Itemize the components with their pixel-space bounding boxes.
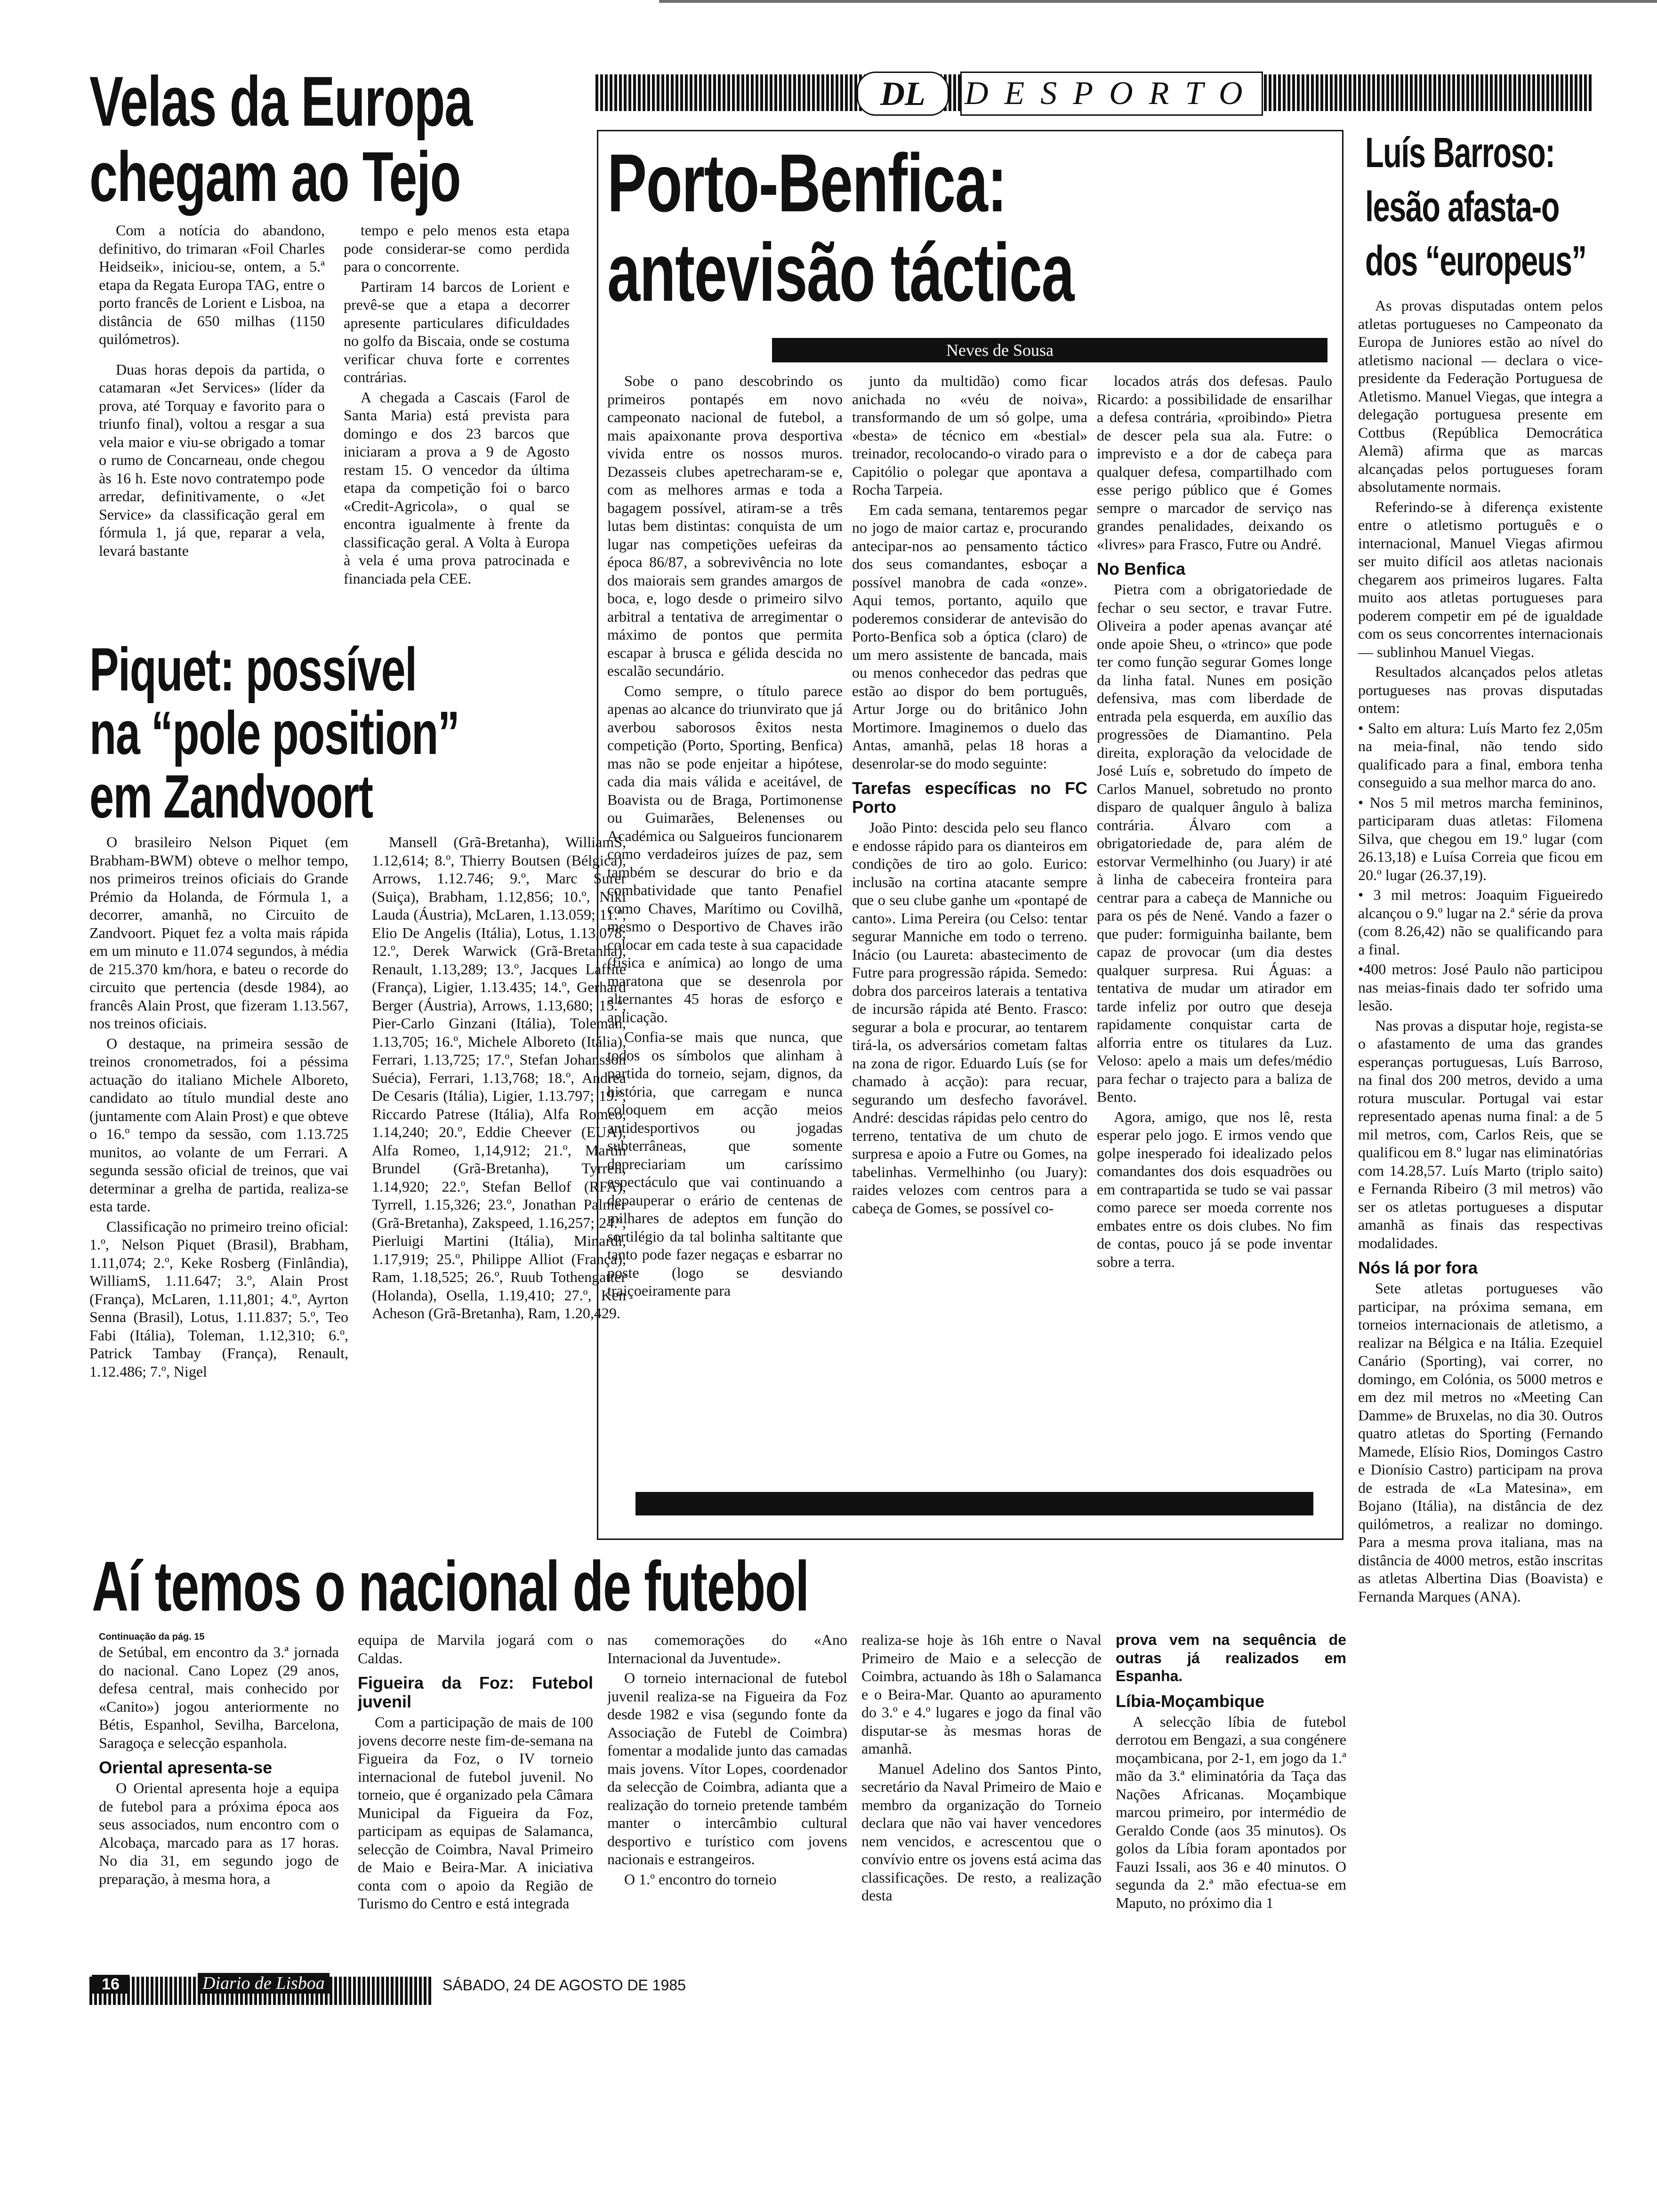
piquet-column-2: Mansell (Grã-Bretanha), WilliamS, 1.12,614; 8.º, Thierry Boutsen (Bélgica), Arrows, 1.12.746; 9.º, Marc Surer (Suiça), Brabham, 1.12,856; 10.º, Niki Lauda (Áustria), McLaren, 1.13.059; 11.º, Elio De Angelis (Itália), Lotus, 1.13,078; 12.º, Derek Warwick (Grã-Bretanha), Renault, 1.13,289; 13.º, Jacques Laffite (França), Ligier, 1.13.435; 14.º, Gerhard Berger (Áustria), Arrows, 1.13,680; 15.º, Pier-Carlo Ginzani (Itália), Toleman, 1.13,705; 16.º, Michele Alboreto (Itália), Ferrari, 1.13,725; 17.º, Stefan Johansson Suécia), Ferrari, 1.13,768; 18.º, Andrea De Cesaris (Itália), Ligier, 1.13.797; 19.º, Riccardo Patrese (Itália), Alfa Romeo, 1.14,240; 20.º, Eddie Cheever (EUA), Alfa Romeo, 1,14,912; 21.º, Martin Brundel (Grã-Bretanha), Tyrrell, 1.14,920; 22.º, Stefan Bellof (RFA), Tyrrell, 1.15,326; 23.º, Jonathan Palmer (Grã-Bretanha), Zakspeed, 1.16,257; 24.º, Pierluigi Martini (Itália), Minardi, 1.17,919; 25.º, Philippe Alliot (França), Ram, 1.18,525; 26.º, Ruub Tothengatter (Holanda), Osella, 1.19,410; 27.º, Ken Acheson (Grã-Bretanha), Ram, 1.20,429. bbox=[372, 834, 626, 1322]
nacional-column-5: prova vem na sequência de outras já realizados em Espanha. Líbia-Moçambique A selecção líbia de futebol derrotou em Bengazi, a sua congénere moçambicana, por 2-1, em jogo da 1.ª mão da 3.ª eliminatória da Taça das Nações Africanas. Moçambique marcou primeiro, por intermédio de Geraldo Conde (aos 35 minutos). Os golos da Líbia foram apontados por Fauzi Issali, aos 36 e 40 minutos. O segunda da 2.ª mão efectua-se em Maputo, no próximo dia 1 bbox=[1116, 1631, 1346, 1911]
piquet-title-line1: Piquet: possível bbox=[89, 635, 417, 704]
piquet-column-1: O brasileiro Nelson Piquet (em Brabham-BWM) obteve o melhor tempo, nos primeiros treinos oficiais do Grande Prémio da Holanda, de Fórmula 1, a decorrer, amanhã, no Circuito de Zandvoort. Piquet fez a volta mais rápida em um minuto e 11.074 segundos, à média de 215.370 km/hora, e bateu o recorde do circuito que pertencia (desde 1984), ao francês Alain Prost, que fizeram 1.13.567, nos treinos oficiais. O destaque, na primeira sessão de treinos cronometrados, foi a péssima actuação do italiano Michele Alboreto, candidato ao título mundial deste ano (juntamente com Alain Prost) e que obteve o 16.º tempo da sessão, com 1.13.725 munitos, ao volante de um Ferrari. A segunda sessão oficial de treinos, que vai determinar a grelha de partida, realiza-se esta tarde. Classificação no primeiro treino oficial: 1.º, Nelson Piquet (Brasil), Brabham, 1.11,074; 2.º, Keke Rosberg (Finlândia), WilliamS, 1.11.647; 3.º, Alain Prost (França), McLaren, 1.11,801; 4.º, Ayrton Senna (Brasil), Lotus, 1.11.837; 5.º, Teo Fabi (Itália), Toleman, 1.12,310; 6.º, Patrick Tambay (França), Renault, 1.12.486; 7.º, Nigel bbox=[89, 834, 348, 1380]
nacional-subhead-oriental: Oriental apresenta-se bbox=[99, 1758, 273, 1777]
footer-paper-name: Diario de Lisboa bbox=[198, 1973, 330, 1994]
porto-column-3: locados atrás dos defesas. Paulo Ricardo: a possibilidade de ensarilhar a defesa contrária, «proibindo» Pietra de descer pela sua ala. Futre: o imprevisto e a dor de cabeça para qualquer defesa, compartilhado com esse perigo público que é Gomes sempre o marcador de serviço nas grandes penalidades, deixando os «livres» para Frasco, Futre ou André. No Benfica Pietra com a obrigatoriedade de fechar o seu sector, e travar Futre. Oliveira a poder apenas avançar até onde apoie Sheu, o «trinco» que pode ter como função segurar Gomes longe da linha fatal. Nunes em posição defensiva, mas com liberdade de entrada pela esquerda, em auxílio das progressões de Diamantino. Pela direita, exploração da velocidade de José Luís e, sobretudo do ímpeto de Carlos Manuel, sobretudo no pronto disparo de qualquer ângulo à baliza contrária. Álvaro com a obrigatoriedade de, para além de estorvar Vermelhinho (ou Juary) ir até à linha de cabeceira fronteira para centrar para a cabeça de Manniche ou para os pés de Nené. Vando a fazer o que puder: formiguinha bailante, bem capaz de provocar (um dia destes qualquer surpresa. Rui Águas: a tentativa de mudar um atirador em tarde infeliz por outro que deseja rapidamente conquistar carta de alforria entre os titulares da Luz. Veloso: apelo a mais um defes/médio para fechar o trajecto para a baliza de Bento. Agora, amigo, que nos lê, resta esperar pelo jogo. E irmos vendo que golpe inesperado foi idealizado pelos comandantes dos dois esquadrões ou em contrapartida se tudo se vai passar como parece ser moeda corrente nos embates entre os dois clubes. No fim de contas, pouco já se pode inventar sobre a terra. bbox=[1097, 372, 1332, 1270]
barroso-column: As provas disputadas ontem pelos atletas portugueses no Campeonato da Europa de Juniores estão ao nível do atletismo nacional — declara o vice-presidente da Federação Portuguesa de Atletismo. Manuel Viegas, que integra a delegação portuguesa presente em Cottbus (República Democrática Alemã) afirma que as marcas alcançadas pelos portugueses foram absolutamente normais. Referindo-se à diferença existente entre o atletismo português e o internacional, Manuel Viegas afirmou ser muito difícil aos atletas nacionais chegarem aos primeiros lugares. Falta muito aos atletas portugueses para poderem competir em pé de igualdade com os seus concorrentes internacionais — sublinhou Manuel Viegas. Resultados alcançados pelos atletas portugueses nas provas disputadas ontem: • Salto em altura: Luís Marto fez 2,05m na meia-final, não tendo sido qualificado para a final, embora tenha conseguido a sua melhor marca do ano. • Nos 5 mil metros marcha femininos, participaram duas atletas: Filomena Silva, que chegou em 19.º lugar (com 26.13,18) e Luísa Correia que ficou em 20.º lugar (26.37,19). • 3 mil metros: Joaquim Figueiredo alcançou o 9.º lugar na 2.ª série da prova (com 8.26,42) não se qualificando para a final. •400 metros: José Paulo não participou nas meias-finais dado ter sofrido uma lesão. Nas provas a disputar hoje, regista-se o afastamento de uma das grandes esperanças portuguesas, Luís Barroso, na final dos 200 metros, devido a uma rotura muscular. Portugal vai estar representado apenas numa final: a de 5 mil metros, com, Carlos Reis, que se qualificou em 8.º lugar nas eliminatórias com 14.28,57. Luís Marto (triplo saito) e Fernanda Ribeiro (3 mil metros) vão ser os atletas portugueses a disputar amanhã as finais das respectivas modalidades. Nós lá por fora Sete atletas portugueses vão participar, na próxima semana, em torneios internacionais de atletismo, a realizar na Bélgica e na Itália. Ezequiel Canário (Sporting), vai correr, no domingo, em Colónia, os 5000 metros e em dez mil metros no «Meeting Can Damme» de Bruxelas, no dia 30. Outros quatro atletas do Sporting (Fernando Mamede, Elísio Rios, Domingos Castro e Dionísio Castro) participam na prova de estrada de «La Matesina», em Bojano (Itália), na distância de dez quilómetros, a realizar no domingo. Para a mesma prova italiana, mas na distância de 4000 metros, estão inscritas as atletas Albertina Dias (Boavista) e Fernanda Marques (ANA). bbox=[1358, 297, 1603, 1605]
nacional-title: Aí temos o nacional de futebol bbox=[92, 1547, 809, 1626]
section-logo: DL bbox=[857, 72, 949, 116]
porto-subhead-tarefas: Tarefas específicas no FC Porto bbox=[852, 778, 1087, 817]
barroso-title-line2: lesão afasta-o bbox=[1365, 184, 1560, 231]
top-rule bbox=[659, 0, 1657, 3]
nacional-subhead-libia: Líbia-Moçambique bbox=[1116, 1691, 1265, 1711]
porto-title-line1: Porto-Benfica: bbox=[607, 137, 1006, 229]
nacional-continuation: Continuação da pág. 15 bbox=[99, 1632, 205, 1642]
velas-column-2: tempo e pelo menos esta etapa pode considerar-se como perdida para o concorrente. Partiram 14 barcos de Lorient e prevê-se que a etapa a decorrer apresente particulares dificuldades no golfo da Biscaia, onde se costuma verificar chuva forte e correntes contrárias. A chegada a Cascais (Farol de Santa Maria) está prevista para domingo e dos 23 barcos que iniciaram a prova a 9 de Agosto restam 15. O vencedor da última etapa da competição foi o barco «Credit-Agricola», o qual se encontra igualmente à frente da classificação geral. A Volta à Europa à vela é uma prova patrocinada e financiada pela CEE. bbox=[344, 222, 570, 587]
velas-title-line1: Velas da Europa bbox=[89, 62, 472, 141]
section-title-desporto: DESPORTO bbox=[960, 72, 1263, 116]
porto-column-2: junto da multidão) como ficar anichada no «véu de noiva», transformando de um só golpe, uma «besta» de técnico em «bestial» treinador, recolocando-o virado para o Capitólio o polegar que apontava a Rocha Tarpeia. Em cada semana, tentaremos pegar no jogo de maior cartaz e, procurando antecipar-nos ao pensamento táctico dos seus comandantes, esboçar a possível manobra de cada «onze». Aqui temos, portanto, aquilo que poderemos considerar de antevisão do Porto-Benfica sob a óptica (claro) de um mero assistente de bancada, mais ou menos conhecedor das pedras que estão ao dispor do bem português, Artur Jorge ou do britânico John Mortimore. Imaginemos o duelo das Antas, amanhã, pelas 18 horas a desenrolar-se do modo seguinte: Tarefas específicas no FC Porto João Pinto: descida pelo seu flanco e endosse rápido para os dianteiros em condições de tiro ao golo. Eurico: inclusão na cortina atacante sempre que o seu clube ganhe um «pontapé de canto». Lima Pereira (ou Celso: tentar segurar Manniche em todo o terreno. Inácio (ou Laureta: abastecimento de Futre para progressão rápida. Semedo: dobra dos parceiros laterais a tentativa de incursão rápida até Bento. Frasco: segurar a bola e procurar, ao tentarem tirá-la, os adversários cometam faltas na zona de rigor. Eduardo Luís (se for chamado à acção): para recuar, segurando um desfecho favorável. André: descidas rápidas pelo centro do terreno, tentativa de um chuto de surpresa e apoio a Futre ou Gomes, na tabelinhas. Vermelhinho (ou Juary): raides velozes com centros para a cabeça de Gomes, se possível co- bbox=[852, 372, 1087, 1217]
piquet-title-line3: em Zandvoort bbox=[89, 762, 373, 831]
porto-title-line2: antevisão táctica bbox=[607, 227, 1074, 319]
porto-subhead-benfica: No Benfica bbox=[1097, 559, 1186, 578]
nacional-column-4: realiza-se hoje às 16h entre o Naval Primeiro de Maio e a selecção de Coimbra, actuando às 18h o Salamanca e o Beira-Mar. Quanto ao apuramento do 3.º e 4.º lugares e jogo da final vão disputar-se às mesmas horas de amanhã. Manuel Adelino dos Santos Pinto, secretário da Naval Primeiro de Maio e membro da organização do Torneio declara que não vai haver vencedores nem vencidos, e acrescentou que o convívio entre os jovens está acima das classificações. De resto, a realização desta bbox=[861, 1631, 1102, 1904]
nacional-subhead-figueira: Figueira da Foz: Futebol juvenil bbox=[358, 1673, 593, 1711]
piquet-title-line2: na “pole position” bbox=[89, 698, 459, 767]
barroso-subhead: Nós lá por fora bbox=[1358, 1258, 1478, 1277]
porto-column-1: Sobe o pano descobrindo os primeiros pontapés em novo campeonato nacional de futebol, a mais apaixonante prova desportiva vivida entre os nossos muros. Dezasseis clubes apetrecharam-se e, com as melhores armas e toda a bagagem possível, atiram-se a três lutas bem distintas: conquista de um lugar nas competições uefeiras da época 86/87, a sobrevivência no lote dos maiorais sem grandes amargos de boca, e, logo desde o primeiro silvo arbitral a tentativa de arregimentar o máximo de pontos que permita escapar à brusca e gélida descida no escalão secundário. Como sempre, o título parece apenas ao alcance do triunvirato que já averbou saborosos êxitos nesta competição (Porto, Sporting, Benfica) mas não se pode enjeitar a hipótese, cada dia mais válida e aceitável, de Boavista ou de Braga, Portimonense ou Guimarães, Belenenses ou Académica ou Salgueiros funcionarem como verdadeiros juízes de paz, sem também se descurar do brio e da combatividade que tanto Penafiel como Chaves, Marítimo ou Covilhã, mesmo o Desportivo de Chaves irão colocar em cada teste à sua capacidade (física e anímica) ao longo de uma maratona que se desenrola por alternantes 45 horas de esforço e aplicação. Confia-se mais que nunca, que todos os símbolos que alinham à partida do torneio, sejam, dignos, da história, que carregam e nunca coloquem em acção meios antidesportivos ou jogadas subterrâneas, que somente depreciariam um caríssimo espectáculo que vai continuando a depauperar o erário de centenas de milhares de adeptos em função do sortilégio da tal bolinha saltitante que tanto pode fazer negaças e esbarrar no poste (logo se desviando traiçoeiramente para bbox=[607, 372, 843, 1299]
nacional-column-3: nas comemorações do «Ano Internacional da Juventude». O torneio internacional de futebol juvenil realiza-se na Figueira da Foz desde 1982 e visa (segundo fonte da Associação de Futebl de Coimbra) fomentar a modalide junto das camadas mais jovens. Vítor Lopes, coordenador da selecção de Coimbra, adianta que a realização do torneio pretende também manter o intercâmbio cultural desportivo e turístico com jovens nacionais e estrangeiros. O 1.º encontro do torneio bbox=[607, 1631, 847, 1888]
barroso-title-line3: dos “europeus” bbox=[1365, 238, 1586, 285]
porto-byline-text: Neves de Sousa bbox=[946, 341, 1054, 360]
nacional-column-2: equipa de Marvila jogará com o Caldas. Figueira da Foz: Futebol juvenil Com a participação de mais de 100 jovens decorre neste fim-de-semana na Figueira da Foz, o IV torneio internacional de futebol juvenil. No torneio, que é organizado pela Câmara Municipal da Figueira da Foz, participam as equipas de Salamanca, selecção de Coimbra, Naval Primeiro de Maio e Beira-Mar. A iniciativa conta com o apoio da Região de Turismo do Centro e está integrada bbox=[358, 1631, 593, 1912]
velas-title-line2: chegam ao Tejo bbox=[89, 137, 461, 216]
barroso-title-line1: Luís Barroso: bbox=[1365, 129, 1555, 176]
nacional-column-1: Continuação da pág. 15 de Setúbal, em encontro da 3.ª jornada do nacional. Cano Lopez (29 anos, defesa central, mais conhecido por «Canito») jogou anteriormente no Bétis, Espanhol, Sevilha, Barcelona, Saragoça e selecção espanhola. Oriental apresenta-se O Oriental apresenta hoje a equipa de futebol para a próxima época aos seus associados, num encontro com o Alcobaça, marcado para as 17 horas. No dia 31, em segundo jogo de preparação, à mesma hora, a bbox=[99, 1632, 339, 1887]
porto-bottom-bar bbox=[635, 1492, 1313, 1515]
velas-column-1: Com a notícia do abandono, definitivo, do trimaran «Foil Charles Heidseik», iniciou-se, ontem, a 5.ª etapa da Regata Europa TAG, entre o porto francês de Lorient e Lisboa, na distância de 650 milhas (1150 quilómetros). Duas horas depois da partida, o catamaran «Jet Services» (líder da prova, até Torquay e favorito para o triunfo final), voltou a resgar a sua vela maior e viu-se obrigado a tomar o rumo de Concarneau, onde chegou às 16 h. Este novo contratempo pode arredar, definitivamente, o «Jet Service» da classificação geral em fórmula 1, já que, reparar a vela, levará bastante bbox=[99, 222, 325, 559]
footer-date: SÁBADO, 24 DE AGOSTO DE 1985 bbox=[442, 1977, 686, 1994]
footer-page-number: 16 bbox=[92, 1975, 129, 1994]
